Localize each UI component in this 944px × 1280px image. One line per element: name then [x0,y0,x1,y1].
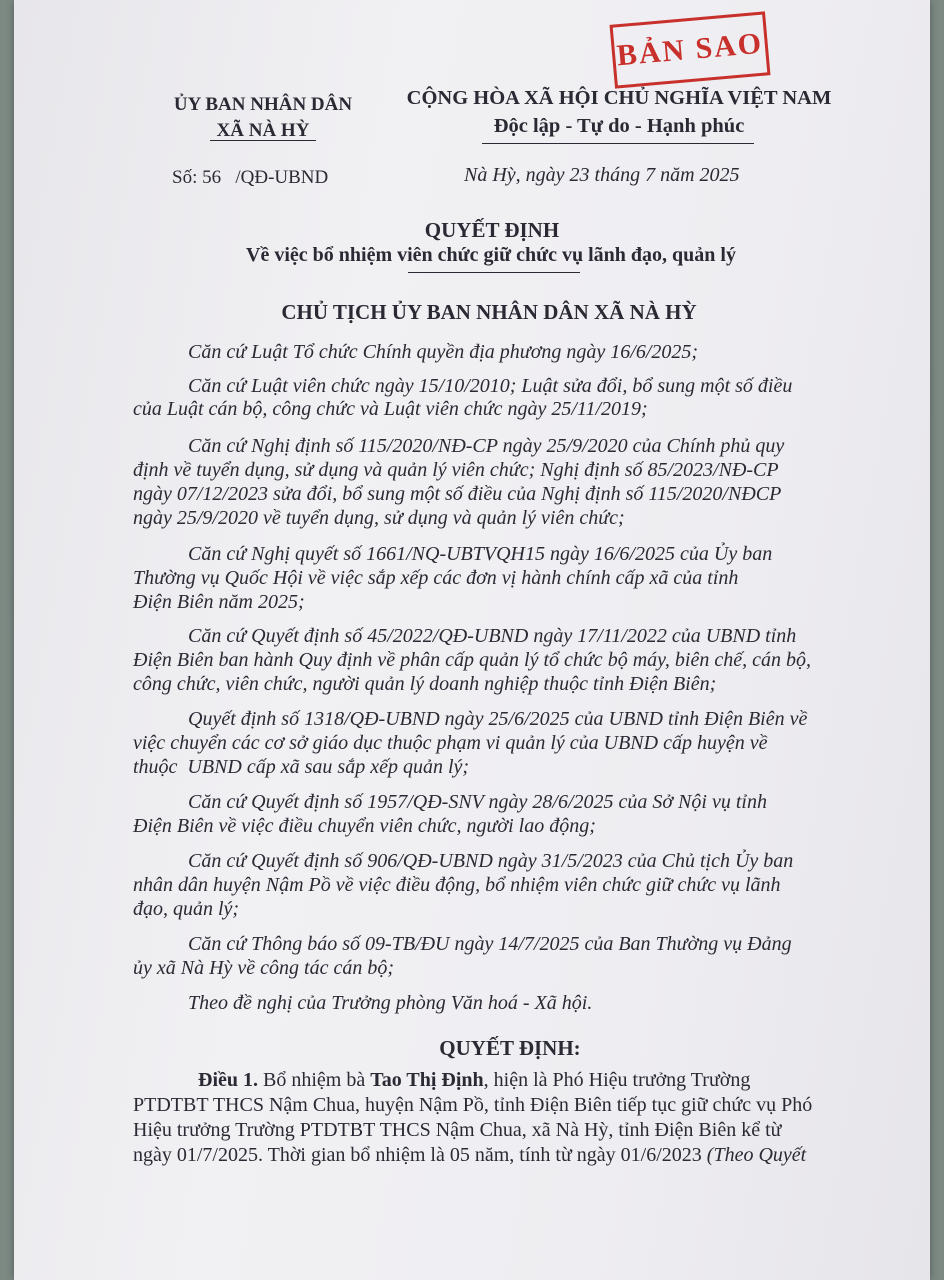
basis-line: Căn cứ Nghị định số 115/2020/NĐ-CP ngày 25/9/2020 của Chính phủ quy [188,435,785,457]
basis-line: việc chuyển các cơ sở giáo dục thuộc phạm vi quản lý của UBND cấp huyện về [133,732,768,754]
appointee-name: Tao Thị Định [370,1069,484,1091]
basis-line: Căn cứ Luật Tổ chức Chính quyền địa phương ngày 16/6/2025; [188,341,699,363]
issuing-agency [152,92,374,144]
article-label: Điều 1. [198,1069,258,1091]
basis-line: định về tuyển dụng, sử dụng và quản lý viên chức; Nghị định số 85/2023/NĐ-CP [133,459,779,481]
nation-name: CỘNG HÒA XÃ HỘI CHỦ NGHĨA VIỆT NAM [406,87,832,109]
basis-line: Căn cứ Nghị quyết số 1661/NQ-UBTVQH15 ngày 16/6/2025 của Ủy ban [188,543,773,565]
article-1-line: PTDTBT THCS Nậm Chua, huyện Nậm Pồ, tỉnh Điện Biên tiếp tục giữ chức vụ Phó [133,1094,813,1116]
copy-stamp [610,11,771,88]
decision-heading: QUYẾT ĐỊNH: [439,1036,581,1060]
basis-line: Điện Biên ban hành Quy định về phân cấp quản lý tổ chức bộ máy, biên chế, cán bộ, [133,649,811,671]
article-1-line [198,1068,750,1093]
basis-line: công chức, viên chức, người quản lý doanh nghiệp thuộc tỉnh Điện Biên; [133,673,717,695]
basis-line: Căn cứ Luật viên chức ngày 15/10/2010; Luật sửa đổi, bổ sung một số điều [188,375,793,397]
basis-line: Điện Biên năm 2025; [133,591,305,613]
basis-line: đạo, quản lý; [133,898,240,920]
article-text: , hiện là Phó Hiệu trưởng Trường [483,1069,751,1091]
motto-underline [482,143,754,144]
basis-line: Căn cứ Thông báo số 09-TB/ĐU ngày 14/7/2025 của Ban Thường vụ Đảng [188,933,792,955]
basis-line: Căn cứ Quyết định số 1957/QĐ-SNV ngày 28/6/2025 của Sở Nội vụ tỉnh [188,791,767,813]
basis-line: Thường vụ Quốc Hội về việc sắp xếp các đơn vị hành chính cấp xã của tỉnh [133,567,739,589]
basis-line: của Luật cán bộ, công chức và Luật viên chức ngày 25/11/2019; [133,398,648,420]
document-title: QUYẾT ĐỊNH [424,218,560,242]
article-1-line [133,1143,806,1168]
article-text: ngày 01/7/2025. Thời gian bổ nhiệm là 05 năm, tính từ ngày 01/6/2023 [133,1144,707,1166]
document-subject: Về việc bổ nhiệm viên chức giữ chức vụ lãnh đạo, quản lý [246,244,736,266]
basis-line: Căn cứ Quyết định số 906/QĐ-UBND ngày 31/5/2023 của Chủ tịch Ủy ban [188,850,794,872]
article-text-italic: (Theo Quyết [706,1144,807,1166]
place-and-date: Nà Hỳ, ngày 23 tháng 7 năm 2025 [464,164,740,186]
basis-line: Quyết định số 1318/QĐ-UBND ngày 25/6/2025 của UBND tỉnh Điện Biên về [188,708,808,730]
national-header [394,84,844,140]
agency-underline [210,140,316,141]
agency-line-1: ỦY BAN NHÂN DÂN [173,94,353,115]
basis-line: thuộc UBND cấp xã sau sắp xếp quản lý; [133,756,470,778]
issuing-authority: CHỦ TỊCH ỦY BAN NHÂN DÂN XÃ NÀ HỲ [281,300,697,324]
basis-line: ngày 07/12/2023 sửa đổi, bổ sung một số điều của Nghị định số 115/2020/NĐCP [133,483,782,505]
basis-line: ủy xã Nà Hỳ về công tác cán bộ; [133,957,395,979]
basis-line: Theo đề nghị của Trưởng phòng Văn hoá - Xã hội. [188,992,593,1014]
article-text: Bổ nhiệm bà [258,1069,371,1091]
subject-underline [408,272,580,273]
stamp-text: BẢN SAO [615,26,765,73]
national-motto: Độc lập - Tự do - Hạnh phúc [493,115,745,137]
document-number: Số: 56 /QĐ-UBND [172,167,329,188]
agency-line-2: XÃ NÀ HỲ [216,120,310,141]
basis-line: Điện Biên về việc điều chuyển viên chức, người lao động; [133,815,596,837]
article-1-line: Hiệu trưởng Trường PTDTBT THCS Nậm Chua, xã Nà Hỳ, tỉnh Điện Biên kể từ [133,1119,782,1141]
basis-line: nhân dân huyện Nậm Pồ về việc điều động, bổ nhiệm viên chức giữ chức vụ lãnh [133,874,781,896]
basis-line: ngày 25/9/2020 về tuyển dụng, sử dụng và quản lý viên chức; [133,507,625,529]
basis-line: Căn cứ Quyết định số 45/2022/QĐ-UBND ngày 17/11/2022 của UBND tỉnh [188,625,797,647]
